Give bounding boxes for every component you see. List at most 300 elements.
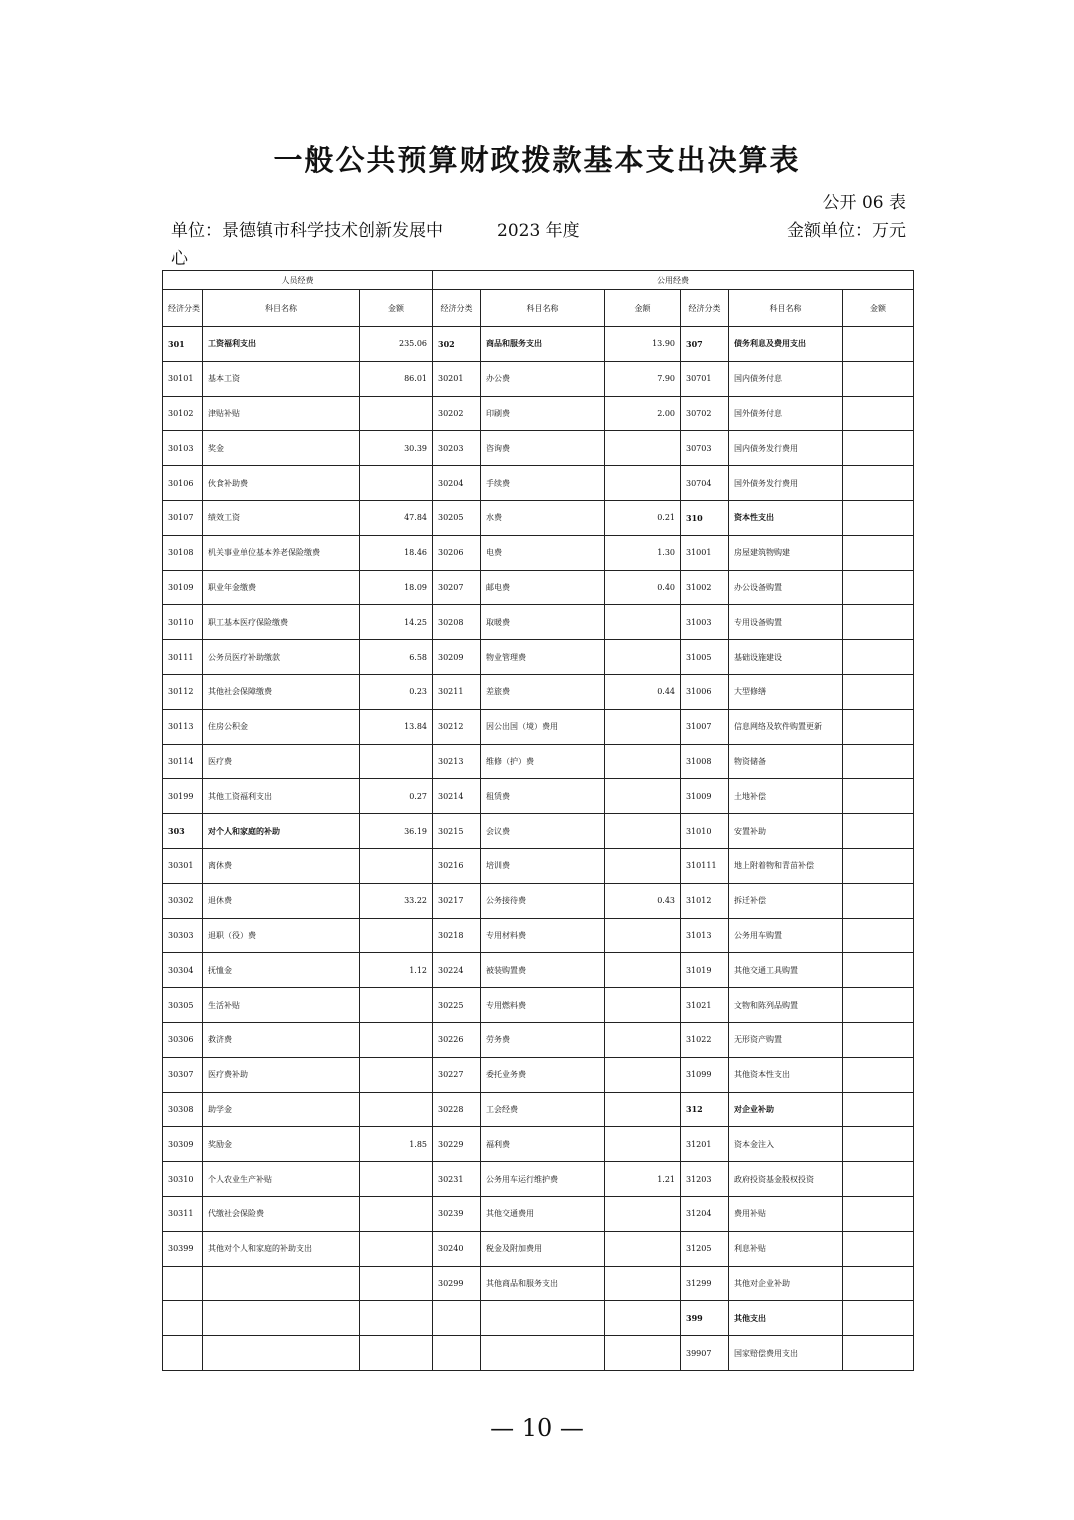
cell-name: 房屋建筑物购建 xyxy=(729,535,843,570)
cell-amount: 235.06 xyxy=(360,327,433,362)
cell-name: 被装购置费 xyxy=(481,953,605,988)
cell-name: 电费 xyxy=(481,535,605,570)
cell-code: 30112 xyxy=(163,674,203,709)
cell-amount: 2.00 xyxy=(605,396,681,431)
cell-code: 31205 xyxy=(681,1231,729,1266)
cell-amount xyxy=(843,744,914,779)
table-row xyxy=(163,466,914,501)
cell-code: 30703 xyxy=(681,431,729,466)
table-row xyxy=(163,605,914,640)
cell-amount xyxy=(605,466,681,501)
cell-name: 其他工资福利支出 xyxy=(203,779,360,814)
cell-code: 30113 xyxy=(163,709,203,744)
cell-name: 办公费 xyxy=(481,361,605,396)
cell-code xyxy=(163,1336,203,1371)
cell-name: 印刷费 xyxy=(481,396,605,431)
cell-code: 30399 xyxy=(163,1231,203,1266)
cell-code: 31001 xyxy=(681,535,729,570)
cell-name: 对个人和家庭的补助 xyxy=(203,814,360,849)
cell-code: 31007 xyxy=(681,709,729,744)
cell-name: 退职（役）费 xyxy=(203,918,360,953)
cell-code: 30207 xyxy=(433,570,481,605)
cell-code: 30302 xyxy=(163,883,203,918)
cell-name: 文物和陈列品购置 xyxy=(729,988,843,1023)
cell-amount: 0.43 xyxy=(605,883,681,918)
cell-amount: 6.58 xyxy=(360,640,433,675)
cell-code: 39907 xyxy=(681,1336,729,1371)
cell-name: 取暖费 xyxy=(481,605,605,640)
cell-name: 咨询费 xyxy=(481,431,605,466)
table-row xyxy=(163,953,914,988)
table-row xyxy=(163,988,914,1023)
cell-name: 国外债务发行费用 xyxy=(729,466,843,501)
table-row xyxy=(163,744,914,779)
cell-amount xyxy=(843,883,914,918)
cell-name: 医疗费 xyxy=(203,744,360,779)
cell-code: 31012 xyxy=(681,883,729,918)
cell-code: 31099 xyxy=(681,1057,729,1092)
cell-amount: 1.12 xyxy=(360,953,433,988)
cell-name xyxy=(203,1266,360,1301)
cell-code: 30209 xyxy=(433,640,481,675)
cell-code: 30208 xyxy=(433,605,481,640)
cell-amount xyxy=(605,918,681,953)
cell-name: 委托业务费 xyxy=(481,1057,605,1092)
cell-name: 利息补贴 xyxy=(729,1231,843,1266)
cell-code: 310 xyxy=(681,500,729,535)
column-header: 科目名称 xyxy=(729,290,843,327)
cell-amount: 1.30 xyxy=(605,535,681,570)
cell-code: 30101 xyxy=(163,361,203,396)
cell-amount xyxy=(843,640,914,675)
cell-code: 30701 xyxy=(681,361,729,396)
column-header: 科目名称 xyxy=(481,290,605,327)
cell-amount: 0.44 xyxy=(605,674,681,709)
cell-name: 福利费 xyxy=(481,1127,605,1162)
table-row xyxy=(163,327,914,362)
cell-code: 30103 xyxy=(163,431,203,466)
table-row xyxy=(163,1301,914,1336)
cell-name: 对企业补助 xyxy=(729,1092,843,1127)
cell-name: 其他交通费用 xyxy=(481,1196,605,1231)
cell-amount xyxy=(843,1092,914,1127)
cell-code: 30202 xyxy=(433,396,481,431)
table-row xyxy=(163,1231,914,1266)
cell-code: 31010 xyxy=(681,814,729,849)
cell-code: 30102 xyxy=(163,396,203,431)
cell-amount xyxy=(843,535,914,570)
cell-amount xyxy=(843,988,914,1023)
cell-name: 信息网络及软件购置更新 xyxy=(729,709,843,744)
table-row xyxy=(163,779,914,814)
cell-code xyxy=(163,1301,203,1336)
cell-code: 30108 xyxy=(163,535,203,570)
cell-amount xyxy=(605,1301,681,1336)
cell-code: 30225 xyxy=(433,988,481,1023)
column-header: 经济分类 xyxy=(681,290,729,327)
column-header: 金额 xyxy=(605,290,681,327)
cell-name: 土地补偿 xyxy=(729,779,843,814)
cell-amount: 47.84 xyxy=(360,500,433,535)
cell-amount xyxy=(360,1301,433,1336)
cell-name: 国家赔偿费用支出 xyxy=(729,1336,843,1371)
cell-code: 30205 xyxy=(433,500,481,535)
cell-amount xyxy=(843,1022,914,1057)
cell-name: 基本工资 xyxy=(203,361,360,396)
cell-name: 办公设备购置 xyxy=(729,570,843,605)
cell-code: 30306 xyxy=(163,1022,203,1057)
cell-amount xyxy=(843,1231,914,1266)
cell-amount: 13.90 xyxy=(605,327,681,362)
column-header: 金额 xyxy=(843,290,914,327)
table-body xyxy=(163,327,914,1371)
table-row xyxy=(163,1127,914,1162)
table-row xyxy=(163,1022,914,1057)
cell-amount xyxy=(843,848,914,883)
cell-name xyxy=(203,1301,360,1336)
cell-name: 救济费 xyxy=(203,1022,360,1057)
cell-code: 30213 xyxy=(433,744,481,779)
cell-code: 30308 xyxy=(163,1092,203,1127)
cell-amount xyxy=(360,396,433,431)
cell-name: 商品和服务支出 xyxy=(481,327,605,362)
cell-name: 邮电费 xyxy=(481,570,605,605)
cell-name: 其他商品和服务支出 xyxy=(481,1266,605,1301)
column-header-row xyxy=(163,290,914,327)
cell-name: 助学金 xyxy=(203,1092,360,1127)
cell-code: 31203 xyxy=(681,1162,729,1197)
table-row xyxy=(163,431,914,466)
cell-code xyxy=(433,1336,481,1371)
cell-amount xyxy=(360,1022,433,1057)
cell-code: 30114 xyxy=(163,744,203,779)
cell-amount xyxy=(360,988,433,1023)
cell-code: 30204 xyxy=(433,466,481,501)
cell-code: 30215 xyxy=(433,814,481,849)
cell-amount xyxy=(843,605,914,640)
cell-code: 30301 xyxy=(163,848,203,883)
cell-code: 31299 xyxy=(681,1266,729,1301)
cell-code: 30109 xyxy=(163,570,203,605)
cell-amount xyxy=(360,918,433,953)
cell-amount xyxy=(843,709,914,744)
cell-amount xyxy=(605,1266,681,1301)
cell-amount: 18.09 xyxy=(360,570,433,605)
cell-amount xyxy=(605,779,681,814)
cell-name: 维修（护）费 xyxy=(481,744,605,779)
cell-name: 费用补贴 xyxy=(729,1196,843,1231)
column-header: 经济分类 xyxy=(163,290,203,327)
cell-name: 拆迁补偿 xyxy=(729,883,843,918)
cell-name: 离休费 xyxy=(203,848,360,883)
cell-amount xyxy=(843,918,914,953)
cell-name: 因公出国（境）费用 xyxy=(481,709,605,744)
cell-name: 债务利息及费用支出 xyxy=(729,327,843,362)
cell-amount xyxy=(360,1196,433,1231)
cell-amount xyxy=(360,1057,433,1092)
cell-amount: 13.84 xyxy=(360,709,433,744)
column-header: 金额 xyxy=(360,290,433,327)
cell-name: 差旅费 xyxy=(481,674,605,709)
cell-code: 310111 xyxy=(681,848,729,883)
cell-code: 30107 xyxy=(163,500,203,535)
cell-name: 其他支出 xyxy=(729,1301,843,1336)
cell-amount xyxy=(843,1266,914,1301)
cell-amount: 86.01 xyxy=(360,361,433,396)
cell-name: 物资储备 xyxy=(729,744,843,779)
cell-code: 312 xyxy=(681,1092,729,1127)
cell-amount xyxy=(605,1127,681,1162)
cell-amount xyxy=(360,744,433,779)
table-row xyxy=(163,1196,914,1231)
cell-code: 30224 xyxy=(433,953,481,988)
cell-amount: 7.90 xyxy=(605,361,681,396)
cell-name: 绩效工资 xyxy=(203,500,360,535)
cell-code: 31013 xyxy=(681,918,729,953)
table-row xyxy=(163,848,914,883)
cell-amount xyxy=(605,1022,681,1057)
table-row xyxy=(163,570,914,605)
cell-code: 31002 xyxy=(681,570,729,605)
cell-code: 30309 xyxy=(163,1127,203,1162)
table-row xyxy=(163,396,914,431)
cell-name: 住房公积金 xyxy=(203,709,360,744)
cell-amount xyxy=(843,570,914,605)
cell-name: 会议费 xyxy=(481,814,605,849)
cell-code: 31204 xyxy=(681,1196,729,1231)
cell-amount: 1.21 xyxy=(605,1162,681,1197)
table-row xyxy=(163,1336,914,1371)
cell-name: 基础设施建设 xyxy=(729,640,843,675)
cell-code: 302 xyxy=(433,327,481,362)
cell-name: 奖励金 xyxy=(203,1127,360,1162)
cell-code: 30311 xyxy=(163,1196,203,1231)
cell-amount xyxy=(605,431,681,466)
cell-amount: 14.25 xyxy=(360,605,433,640)
table-row xyxy=(163,1057,914,1092)
cell-name: 国内债务付息 xyxy=(729,361,843,396)
cell-amount xyxy=(843,431,914,466)
cell-amount xyxy=(843,1057,914,1092)
cell-name xyxy=(481,1301,605,1336)
cell-code: 30212 xyxy=(433,709,481,744)
cell-code: 30227 xyxy=(433,1057,481,1092)
cell-amount xyxy=(360,1266,433,1301)
cell-name: 工资福利支出 xyxy=(203,327,360,362)
cell-code: 31006 xyxy=(681,674,729,709)
cell-amount xyxy=(843,1301,914,1336)
cell-amount: 33.22 xyxy=(360,883,433,918)
cell-amount xyxy=(605,605,681,640)
cell-code: 307 xyxy=(681,327,729,362)
cell-name: 政府投资基金股权投资 xyxy=(729,1162,843,1197)
cell-name: 资本金注入 xyxy=(729,1127,843,1162)
cell-amount: 0.27 xyxy=(360,779,433,814)
cell-name: 公务用车运行维护费 xyxy=(481,1162,605,1197)
cell-code: 30217 xyxy=(433,883,481,918)
cell-amount xyxy=(605,1057,681,1092)
cell-name: 其他资本性支出 xyxy=(729,1057,843,1092)
cell-code: 31005 xyxy=(681,640,729,675)
cell-code: 31022 xyxy=(681,1022,729,1057)
cell-amount xyxy=(605,1336,681,1371)
cell-amount xyxy=(843,327,914,362)
group-header-row xyxy=(163,271,914,290)
table-row xyxy=(163,674,914,709)
cell-name: 个人农业生产补贴 xyxy=(203,1162,360,1197)
cell-name: 大型修缮 xyxy=(729,674,843,709)
cell-name: 资本性支出 xyxy=(729,500,843,535)
cell-amount xyxy=(843,361,914,396)
cell-name: 其他对个人和家庭的补助支出 xyxy=(203,1231,360,1266)
cell-code: 30231 xyxy=(433,1162,481,1197)
cell-amount xyxy=(843,1127,914,1162)
cell-code xyxy=(163,1266,203,1301)
cell-name: 代缴社会保险费 xyxy=(203,1196,360,1231)
table-row xyxy=(163,1092,914,1127)
cell-name: 生活补贴 xyxy=(203,988,360,1023)
cell-amount: 36.19 xyxy=(360,814,433,849)
cell-code: 30229 xyxy=(433,1127,481,1162)
cell-name: 公务员医疗补助缴款 xyxy=(203,640,360,675)
cell-name: 手续费 xyxy=(481,466,605,501)
cell-amount xyxy=(360,1336,433,1371)
cell-name xyxy=(203,1336,360,1371)
cell-code: 30303 xyxy=(163,918,203,953)
cell-code: 30240 xyxy=(433,1231,481,1266)
cell-name: 安置补助 xyxy=(729,814,843,849)
cell-code: 31008 xyxy=(681,744,729,779)
column-header: 科目名称 xyxy=(203,290,360,327)
table-row xyxy=(163,500,914,535)
cell-amount: 18.46 xyxy=(360,535,433,570)
cell-name: 劳务费 xyxy=(481,1022,605,1057)
cell-name: 无形资产购置 xyxy=(729,1022,843,1057)
cell-name: 培训费 xyxy=(481,848,605,883)
cell-amount: 30.39 xyxy=(360,431,433,466)
cell-amount xyxy=(605,1196,681,1231)
cell-amount xyxy=(605,744,681,779)
table-row xyxy=(163,918,914,953)
cell-code: 30299 xyxy=(433,1266,481,1301)
cell-amount xyxy=(360,466,433,501)
cell-name: 其他社会保障缴费 xyxy=(203,674,360,709)
cell-name: 退休费 xyxy=(203,883,360,918)
cell-name: 专用设备购置 xyxy=(729,605,843,640)
cell-code: 303 xyxy=(163,814,203,849)
document-title: 一般公共预算财政拨款基本支出决算表 xyxy=(273,143,801,177)
cell-name: 医疗费补助 xyxy=(203,1057,360,1092)
table-row xyxy=(163,640,914,675)
form-number: 公开 06 表 xyxy=(822,193,906,213)
cell-amount xyxy=(843,814,914,849)
cell-code: 301 xyxy=(163,327,203,362)
cell-amount xyxy=(843,953,914,988)
cell-code: 30310 xyxy=(163,1162,203,1197)
table-row xyxy=(163,361,914,396)
cell-code: 30228 xyxy=(433,1092,481,1127)
cell-name: 职工基本医疗保险缴费 xyxy=(203,605,360,640)
cell-code: 30239 xyxy=(433,1196,481,1231)
cell-amount xyxy=(843,1336,914,1371)
cell-name: 地上附着物和青苗补偿 xyxy=(729,848,843,883)
table-row xyxy=(163,709,914,744)
cell-name xyxy=(481,1336,605,1371)
cell-code: 30216 xyxy=(433,848,481,883)
column-header: 经济分类 xyxy=(433,290,481,327)
cell-amount xyxy=(843,396,914,431)
unit-label: 单位：景德镇市科学技术创新发展中心 xyxy=(171,221,443,269)
cell-amount xyxy=(360,1092,433,1127)
cell-code: 30201 xyxy=(433,361,481,396)
expenditure-table xyxy=(162,270,914,1371)
cell-code: 31019 xyxy=(681,953,729,988)
cell-code: 30218 xyxy=(433,918,481,953)
group-header-public: 公用经费 xyxy=(433,271,914,290)
cell-code: 30704 xyxy=(681,466,729,501)
cell-code: 30111 xyxy=(163,640,203,675)
cell-amount: 1.85 xyxy=(360,1127,433,1162)
money-unit: 金额单位：万元 xyxy=(787,221,906,241)
cell-amount xyxy=(843,500,914,535)
cell-amount xyxy=(843,779,914,814)
cell-amount: 0.21 xyxy=(605,500,681,535)
fiscal-year: 2023 年度 xyxy=(497,221,580,241)
cell-amount xyxy=(843,466,914,501)
cell-name: 物业管理费 xyxy=(481,640,605,675)
cell-name: 专用燃料费 xyxy=(481,988,605,1023)
cell-amount xyxy=(605,1092,681,1127)
cell-name: 水费 xyxy=(481,500,605,535)
table-row xyxy=(163,1162,914,1197)
cell-name: 国外债务付息 xyxy=(729,396,843,431)
cell-name: 公务接待费 xyxy=(481,883,605,918)
cell-code: 30110 xyxy=(163,605,203,640)
cell-code: 30206 xyxy=(433,535,481,570)
cell-amount xyxy=(605,814,681,849)
cell-code: 30203 xyxy=(433,431,481,466)
cell-name: 机关事业单位基本养老保险缴费 xyxy=(203,535,360,570)
cell-code: 399 xyxy=(681,1301,729,1336)
cell-amount: 0.23 xyxy=(360,674,433,709)
cell-code: 31009 xyxy=(681,779,729,814)
cell-amount xyxy=(360,1162,433,1197)
cell-amount xyxy=(843,1196,914,1231)
cell-name: 税金及附加费用 xyxy=(481,1231,605,1266)
cell-code: 30226 xyxy=(433,1022,481,1057)
table-row xyxy=(163,883,914,918)
cell-amount xyxy=(843,1162,914,1197)
cell-amount: 0.40 xyxy=(605,570,681,605)
cell-code xyxy=(433,1301,481,1336)
cell-code: 31021 xyxy=(681,988,729,1023)
cell-amount xyxy=(605,988,681,1023)
cell-code: 31201 xyxy=(681,1127,729,1162)
cell-name: 津贴补贴 xyxy=(203,396,360,431)
page-number: — 10 — xyxy=(490,1414,584,1442)
cell-code: 30304 xyxy=(163,953,203,988)
cell-name: 国内债务发行费用 xyxy=(729,431,843,466)
table-row xyxy=(163,535,914,570)
cell-amount xyxy=(605,1231,681,1266)
cell-name: 公务用车购置 xyxy=(729,918,843,953)
cell-amount xyxy=(605,953,681,988)
cell-code: 31003 xyxy=(681,605,729,640)
cell-code: 30214 xyxy=(433,779,481,814)
cell-amount xyxy=(360,848,433,883)
cell-code: 30211 xyxy=(433,674,481,709)
cell-name: 伙食补助费 xyxy=(203,466,360,501)
